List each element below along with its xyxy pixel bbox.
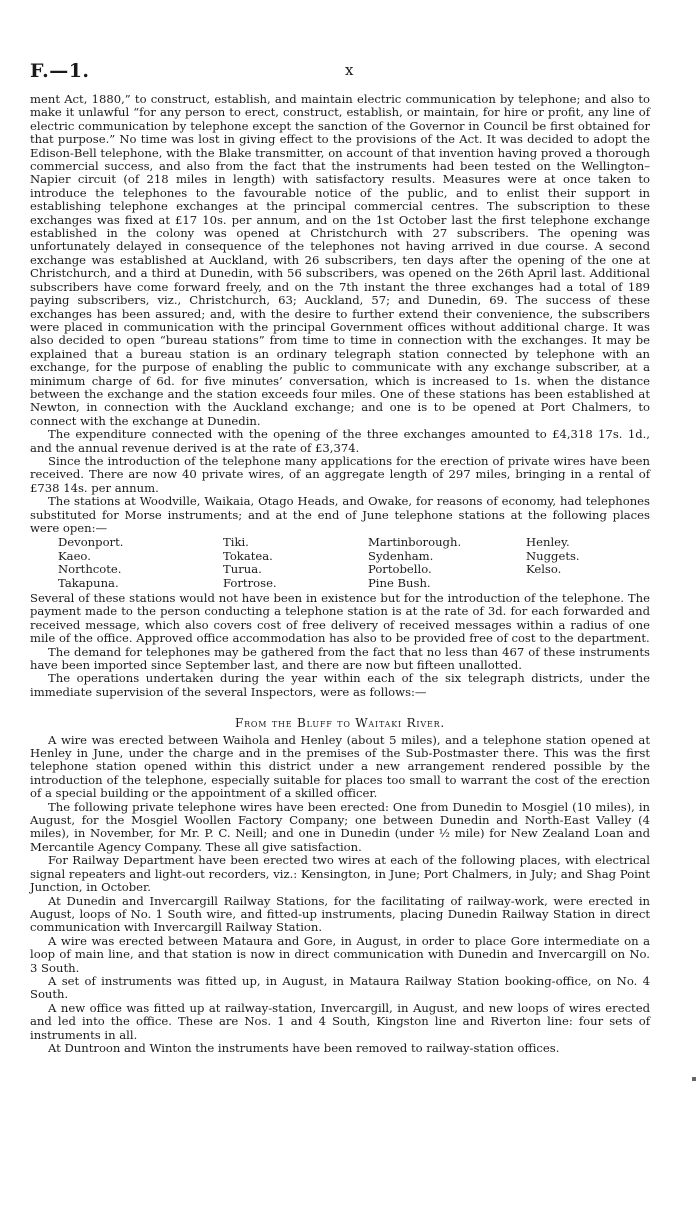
paragraph: The operations undertaken during the year within each of the six telegraph districts, under the immediate supervision of the several Inspectors, were as follows:— [30, 671, 650, 699]
place-name: Fortrose. [223, 575, 277, 590]
place-name: Portobello. [368, 562, 432, 577]
paragraph: A wire was erected between Waihola and Henley (about 5 miles), and a telephone station opened at Henley in June, under the charge and in the premises of the Sub-Postmaster there. This was the first telephone station opened within this district under a new arrangement rendered possible by the introduction of the telephone, especially suitable for places too small to warrant the cost of the erection of a special building or the appointment of a skilled officer. [30, 732, 650, 801]
paragraph: The expenditure connected with the opening of the three exchanges amounted to £4,318 17s. 1d., and the annual revenue derived is at the rate of £3,374. [30, 427, 650, 455]
place-name: Pine Bush. [368, 575, 431, 590]
place-name: Tokatea. [223, 548, 273, 563]
paragraph: A set of instruments was fitted up, in August, in Mataura Railway Station booking-office, on No. 4 South. [30, 973, 650, 1002]
places-column [526, 536, 646, 590]
place-name: Sydenham. [368, 548, 434, 563]
place-name: Takapuna. [58, 575, 119, 590]
place-name: Henley. [526, 535, 570, 550]
places-column [223, 536, 368, 590]
margin-speck [692, 1077, 696, 1081]
paragraph: The stations at Woodville, Waikaia, Otago Heads, and Owake, for reasons of economy, had telephones substituted for Morse instruments; and at the end of June telephone stations at the following places were open:— [30, 494, 650, 535]
place-name: Devonport. [58, 535, 124, 550]
places-column [368, 536, 526, 590]
paragraph: At Duntroon and Winton the instruments have been removed to railway-station offices. [48, 1040, 560, 1055]
place-name: Kaeo. [58, 548, 91, 563]
paragraph: A new office was fitted up at railway-station, Invercargill, in August, and new loops of wires erected and led into the office. These are Nos. 1 and 4 South, Kingston line and Riverton line: four sets of instruments in all. [30, 1000, 650, 1042]
page-number: x [345, 61, 354, 79]
places-column [58, 536, 223, 590]
paragraph: Several of these stations would not have been in existence but for the introduction of the telephone. The payment made to the person conducting a telephone station is at the rate of 3d. for each forwarded and received message, which also covers cost of free delivery of received messages within a radius of one mile of the office. Approved office accommodation has also to be provided free of cost to the department. [30, 590, 650, 646]
paragraph: Since the introduction of the telephone many applications for the erection of private wires have been received. There are now 40 private wires, of an aggregate length of 297 miles, bringing in a rental of £738 14s. per annum. [30, 453, 650, 495]
place-name: Nuggets. [526, 548, 580, 563]
place-name: Tiki. [223, 535, 249, 550]
page-body [30, 93, 650, 1055]
paragraph: The demand for telephones may be gathered from the fact that no less than 467 of these instruments have been imported since September last, and there are now but fifteen unallotted. [30, 644, 650, 672]
paragraph: The following private telephone wires have been erected: One from Dunedin to Mosgiel (10 miles), in August, for the Mosgiel Woollen Factory Company; one between Dunedin and North-East Valley (4 miles), in November, for Mr. P. C. Neill; and one in Dunedin (under ½ mile) for New Zealand Loan and Mercantile Agency Company. These all give satisfaction. [30, 799, 650, 854]
place-name: Northcote. [58, 562, 122, 577]
station-places-list [58, 536, 650, 590]
place-name: Martinborough. [368, 535, 462, 550]
paragraph: ment Act, 1880,” to construct, establish, and maintain electric communication by telephone; and also to make it unlawful “for any person to erect, construct, establish, or maintain, for hire or profit, any line of electric communication by telephone except the sanction of the Governor in Council be first obtained for that purpose.” No time was lost in giving effect to the provisions of the Act. It was decided to adopt the Edison-Bell telephone, with the Blake transmitter, on account of that invention having proved a thorough commercial success, and also from the fact that the instruments had been tested on the Wellington–Napier circuit (of 218 miles in length) with satisfactory results. Measures were at once taken to introduce the telephones to the favourable notice of the public, and to enlist their support in establishing telephone exchanges at the principal commercial centres. The subscription to these exchanges was fixed at £17 10s. per annum, and on the 1st October last the first telephone exchange established in the colony was opened at Christchurch with 27 subscribers. The opening was unfortunately delayed in consequence of the telephones not having arrived in due course. A second exchange was established at Auckland, with 26 subscribers, ten days after the opening of the one at Christchurch, and a third at Dunedin, with 56 subscribers, was opened on the 26th April last. Additional subscribers have come forward freely, and on the 7th instant the three exchanges had a total of 189 paying subscribers, viz., Christchurch, 63; Auckland, 57; and Dunedin, 69. The success of these exchanges has been assured; and, with the desire to further extend their convenience, the subscribers were placed in communication with the principal Government offices without additional charge. It was also decided to open “bureau stations” from time to time in connection with the exchanges. It may be explained that a bureau station is an ordinary telegraph station connected by telephone with an exchange, for the purpose of enabling the public to communicate with any exchange subscriber, at a minimum charge of 6d. for five minutes’ conversation, which is increased to 1s. when the distance between the exchange and the station exceeds four miles. One of these stations has been established at Newton, in connection with the Auckland exchange; and one is to be opened at Port Chalmers, to connect with the exchange at Dunedin. [30, 92, 650, 428]
page-header [30, 60, 650, 82]
document-reference: F.—1. [30, 60, 90, 82]
paragraph: For Railway Department have been erected two wires at each of the following places, with electrical signal repeaters and light-out recorders, viz.: Kensington, in June; Port Chalmers, in July; and Shag Point Junction, in October. [30, 853, 650, 895]
paragraph: A wire was erected between Mataura and Gore, in August, in order to place Gore intermediate on a loop of main line, and that station is now in direct communication with Dunedin and Invercargill on No. 3 South. [30, 933, 650, 975]
place-name: Kelso. [526, 562, 562, 577]
section-heading: From the Bluff to Waitaki River. [234, 716, 446, 731]
place-name: Turua. [223, 562, 262, 577]
paragraph: At Dunedin and Invercargill Railway Stations, for the facilitating of railway-work, were erected in August, loops of No. 1 South wire, and fitted-up instruments, placing Dunedin Railway Station in direct communication with Invercargill Railway Station. [30, 893, 650, 935]
